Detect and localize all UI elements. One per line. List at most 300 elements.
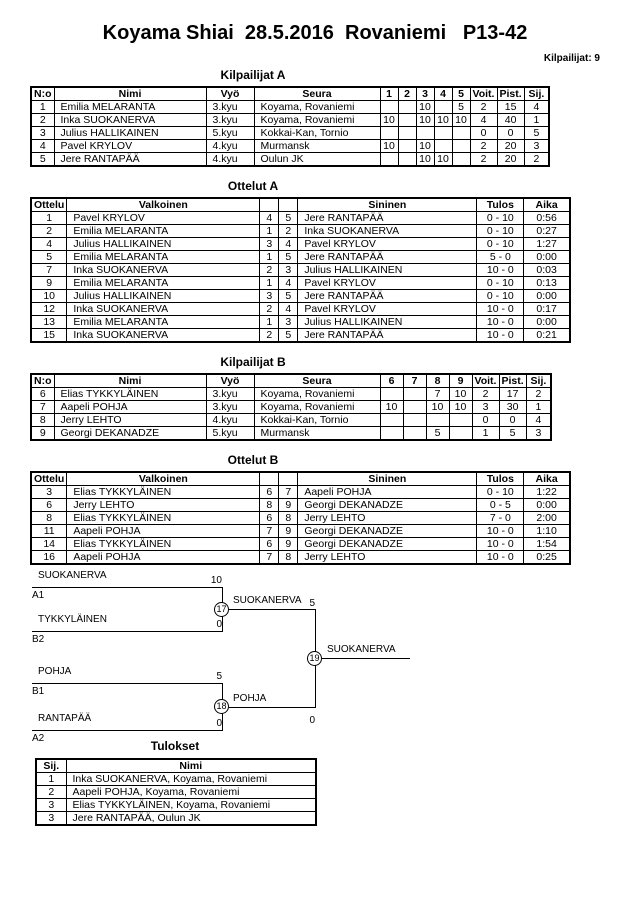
column-header: 1 (380, 87, 398, 101)
table-cell: 5 (31, 251, 67, 264)
table-cell: 10 - 0 (477, 303, 524, 316)
table-cell: Kokkai-Kan, Tornio (254, 127, 380, 140)
table-cell (398, 114, 416, 127)
table-row (31, 277, 570, 290)
column-header (279, 198, 298, 212)
table-cell: 1 (524, 114, 549, 127)
medal-bracket (0, 567, 630, 744)
table-cell: 13 (31, 316, 67, 329)
bracket-seed-label: A1 (32, 590, 45, 601)
table-row (31, 538, 570, 551)
table-cell: Pavel KRYLOV (67, 212, 260, 225)
table-cell: Inka SUOKANERVA (67, 329, 260, 343)
section-heading-ottelut-b: Ottelut B (227, 453, 279, 467)
match-number-circle: 19 (307, 651, 322, 666)
table-row (31, 388, 551, 401)
column-header: Pist. (499, 374, 526, 388)
table-cell: 5 (452, 101, 470, 114)
table-cell (398, 101, 416, 114)
table-cell: 7 (260, 551, 279, 565)
table-cell: 14 (31, 538, 67, 551)
table-cell: Emilia MELARANTA (54, 101, 206, 114)
column-header: 2 (398, 87, 416, 101)
table-cell: 20 (497, 153, 524, 167)
table-cell: 5 (279, 329, 298, 343)
table-cell: 1 (260, 251, 279, 264)
table-cell: 10 (380, 140, 398, 153)
table-cell: Jerry LEHTO (67, 499, 260, 512)
table-row (31, 401, 551, 414)
table-row (31, 427, 551, 441)
table-cell: 0 - 10 (477, 225, 524, 238)
page-title: Koyama Shiai 28.5.2016 Rovaniemi P13-42 (102, 22, 528, 44)
table-cell (380, 101, 398, 114)
table-row (31, 251, 570, 264)
table-cell (398, 153, 416, 167)
column-header: 8 (426, 374, 449, 388)
bracket-line (32, 631, 222, 632)
table-cell: 2 (472, 388, 499, 401)
table-cell: 0:56 (524, 212, 570, 225)
table-cell: 0:03 (524, 264, 570, 277)
table-row (31, 486, 570, 499)
table-cell: 17 (499, 388, 526, 401)
table-cell: Jere RANTAPÄÄ (298, 290, 477, 303)
column-header: N:o (31, 87, 54, 101)
table-row (31, 264, 570, 277)
table-cell: Elias TYKKYLÄINEN (67, 486, 260, 499)
table-cell: 2 (279, 225, 298, 238)
table-cell: 0:13 (524, 277, 570, 290)
table-cell: 4 (470, 114, 497, 127)
bracket-score: 5 (216, 671, 222, 682)
column-header: Sij. (526, 374, 551, 388)
table-row (31, 303, 570, 316)
table-cell: Jere RANTAPÄÄ (298, 329, 477, 343)
table-row (31, 499, 570, 512)
bracket-line (32, 730, 222, 731)
table-cell (380, 127, 398, 140)
column-header: 5 (452, 87, 470, 101)
table-cell: 3 (279, 316, 298, 329)
table-cell: 10 - 0 (477, 264, 524, 277)
table-cell (452, 140, 470, 153)
table-cell (403, 401, 426, 414)
section-ottelut-a (30, 179, 630, 343)
table-cell (452, 153, 470, 167)
table-cell: Murmansk (254, 427, 380, 441)
table-cell: Aapeli POHJA (67, 551, 260, 565)
table-cell: 7 (426, 388, 449, 401)
column-header: Tulos (477, 198, 524, 212)
table-cell: 4 (279, 277, 298, 290)
table-cell: 10 (426, 401, 449, 414)
table-cell: Julius HALLIKAINEN (67, 238, 260, 251)
table-cell: 6 (31, 499, 67, 512)
table-row (31, 225, 570, 238)
table-cell: Elias TYKKYLÄINEN (54, 388, 206, 401)
table-cell: Aapeli POHJA (54, 401, 206, 414)
table-cell: Julius HALLIKAINEN (298, 264, 477, 277)
table-cell: 1:27 (524, 238, 570, 251)
column-header: Nimi (66, 759, 316, 773)
table-cell (416, 127, 434, 140)
table-cell: 7 (31, 264, 67, 277)
table-cell: 6 (31, 388, 54, 401)
section-heading-tulokset: Tulokset (150, 739, 200, 753)
table-cell: 1 (31, 212, 67, 225)
section-heading-ottelut-a: Ottelut A (227, 179, 279, 193)
table-cell: Julius HALLIKAINEN (67, 290, 260, 303)
tulokset-table (35, 758, 317, 826)
table-cell: 1 (260, 225, 279, 238)
table-cell: 4 (31, 238, 67, 251)
table-cell: 16 (31, 551, 67, 565)
table-cell (398, 127, 416, 140)
table-cell: Georgi DEKANADZE (298, 499, 477, 512)
table-cell: 6 (260, 512, 279, 525)
column-header: Sij. (36, 759, 66, 773)
table-cell (380, 153, 398, 167)
table-cell: 0 - 10 (477, 238, 524, 251)
table-cell: 1 (260, 277, 279, 290)
table-cell: 2 (470, 140, 497, 153)
bracket-score: 10 (210, 575, 222, 586)
table-cell: 0 - 10 (477, 486, 524, 499)
table-header-row (31, 87, 549, 101)
table-cell: 10 (31, 290, 67, 303)
section-tulokset (35, 739, 630, 826)
column-header: Nimi (54, 374, 206, 388)
table-cell: 2 (470, 101, 497, 114)
table-cell (449, 414, 472, 427)
table-cell: Jere RANTAPÄÄ (54, 153, 206, 167)
table-cell: 0:00 (524, 290, 570, 303)
table-cell: 10 - 0 (477, 316, 524, 329)
table-row (31, 414, 551, 427)
table-cell: 30 (499, 401, 526, 414)
table-cell: 2 (260, 264, 279, 277)
section-ottelut-b (30, 453, 630, 565)
table-cell: 7 (260, 525, 279, 538)
table-row (31, 114, 549, 127)
table-cell (403, 388, 426, 401)
table-cell: 3 (31, 127, 54, 140)
table-cell: 2 (31, 114, 54, 127)
table-row (31, 316, 570, 329)
table-cell: 10 (416, 114, 434, 127)
table-cell: Inka SUOKANERVA, Koyama, Rovaniemi (66, 773, 316, 786)
table-header-row (31, 374, 551, 388)
table-cell: 10 (452, 114, 470, 127)
table-cell: 5 (499, 427, 526, 441)
bracket-seed-label: B2 (32, 634, 45, 645)
section-kilpailijat-b (30, 355, 630, 441)
table-cell: 3.kyu (206, 114, 254, 127)
table-cell: 0:00 (524, 316, 570, 329)
column-header: 7 (403, 374, 426, 388)
table-header-row (31, 472, 570, 486)
table-cell: 9 (31, 427, 54, 441)
table-cell: Aapeli POHJA, Koyama, Rovaniemi (66, 786, 316, 799)
table-cell: Koyama, Rovaniemi (254, 114, 380, 127)
table-row (31, 101, 549, 114)
kilpailijat-b-table (30, 373, 552, 441)
bracket-competitor-name: POHJA (38, 666, 72, 677)
section-kilpailijat-a (30, 68, 630, 167)
table-cell: 10 - 0 (477, 525, 524, 538)
bracket-line (32, 683, 222, 684)
table-cell: 0:00 (524, 499, 570, 512)
table-cell: Emilia MELARANTA (67, 225, 260, 238)
table-cell: 9 (279, 538, 298, 551)
competitors-count: Kilpailijat: 9 (543, 53, 600, 64)
ottelut-b-table (30, 471, 571, 565)
table-cell: 8 (279, 551, 298, 565)
table-cell: 10 - 0 (477, 538, 524, 551)
table-cell: 1 (36, 773, 66, 786)
table-cell: Georgi DEKANADZE (298, 538, 477, 551)
table-header-row (36, 759, 316, 773)
kilpailijat-a-table (30, 86, 550, 167)
column-header: Vyö (206, 374, 254, 388)
table-cell: 2 (260, 329, 279, 343)
table-cell: 7 (31, 401, 54, 414)
bracket-winner-name: POHJA (233, 693, 267, 704)
table-cell: 4 (526, 414, 551, 427)
table-cell: 3 (260, 238, 279, 251)
table-cell (452, 127, 470, 140)
table-cell: 5 (426, 427, 449, 441)
table-cell: 0 (499, 414, 526, 427)
table-cell: Elias TYKKYLÄINEN, Koyama, Rovaniemi (66, 799, 316, 812)
match-number-circle: 18 (214, 699, 229, 714)
column-header: Sij. (524, 87, 549, 101)
table-cell: 3 (31, 486, 67, 499)
table-cell: Pavel KRYLOV (298, 277, 477, 290)
column-header: Pist. (497, 87, 524, 101)
table-cell: 4 (31, 140, 54, 153)
table-cell: Jere RANTAPÄÄ (298, 251, 477, 264)
table-cell (380, 427, 403, 441)
table-row (31, 153, 549, 167)
column-header: 4 (434, 87, 452, 101)
table-cell: 8 (31, 414, 54, 427)
bracket-line (229, 707, 315, 708)
table-cell: 4.kyu (206, 140, 254, 153)
bracket-seed-label: A2 (32, 733, 45, 744)
table-cell: 20 (497, 140, 524, 153)
table-cell: Elias TYKKYLÄINEN (67, 512, 260, 525)
table-cell: 5 (524, 127, 549, 140)
table-cell: Jere RANTAPÄÄ (298, 212, 477, 225)
section-heading-kilpailijat-a: Kilpailijat A (220, 68, 286, 82)
table-cell: 15 (497, 101, 524, 114)
bracket-competitor-name: TYKKYLÄINEN (38, 614, 107, 625)
table-cell: Jerry LEHTO (298, 512, 477, 525)
column-header: Valkoinen (67, 198, 260, 212)
table-cell: 9 (279, 499, 298, 512)
table-cell: Pavel KRYLOV (298, 238, 477, 251)
table-cell: Georgi DEKANADZE (298, 525, 477, 538)
table-cell: 1 (31, 101, 54, 114)
table-cell: 1:22 (524, 486, 570, 499)
table-cell: Georgi DEKANADZE (54, 427, 206, 441)
bracket-winner-name: SUOKANERVA (233, 595, 302, 606)
column-header (260, 472, 279, 486)
column-header: Nimi (54, 87, 206, 101)
column-header: Voit. (472, 374, 499, 388)
table-row (31, 551, 570, 565)
table-row (36, 773, 316, 786)
bracket-winner-name: SUOKANERVA (327, 644, 396, 655)
results-document (0, 22, 630, 826)
column-header: Vyö (206, 87, 254, 101)
match-number-circle: 17 (214, 602, 229, 617)
table-cell: 0:27 (524, 225, 570, 238)
table-cell: 9 (279, 525, 298, 538)
table-cell (434, 127, 452, 140)
table-cell: 3 (36, 812, 66, 826)
column-header: N:o (31, 374, 54, 388)
table-cell: 3 (526, 427, 551, 441)
table-cell: 3.kyu (206, 101, 254, 114)
table-cell: 0:25 (524, 551, 570, 565)
column-header: Tulos (477, 472, 524, 486)
table-cell: 2:00 (524, 512, 570, 525)
table-cell: Oulun JK (254, 153, 380, 167)
table-cell: 1 (260, 316, 279, 329)
table-cell: 10 (434, 114, 452, 127)
column-header: Aika (524, 198, 570, 212)
table-cell (380, 388, 403, 401)
table-cell: 10 (449, 401, 472, 414)
table-cell: 10 (449, 388, 472, 401)
bracket-score: 5 (309, 598, 315, 609)
table-cell: 10 (380, 114, 398, 127)
bracket-line (229, 609, 315, 610)
column-header: Seura (254, 374, 380, 388)
table-cell: Pavel KRYLOV (298, 303, 477, 316)
table-cell: 3 (472, 401, 499, 414)
table-cell: Jere RANTAPÄÄ, Oulun JK (66, 812, 316, 826)
table-row (31, 140, 549, 153)
table-cell: 0 - 10 (477, 212, 524, 225)
table-cell: 3 (524, 140, 549, 153)
table-cell: Emilia MELARANTA (67, 251, 260, 264)
table-cell (426, 414, 449, 427)
table-cell: Aapeli POHJA (298, 486, 477, 499)
table-cell: Emilia MELARANTA (67, 277, 260, 290)
table-cell: Murmansk (254, 140, 380, 153)
table-cell: 10 (416, 140, 434, 153)
table-row (31, 525, 570, 538)
table-cell: 5 (279, 251, 298, 264)
table-cell: 7 (279, 486, 298, 499)
table-cell: Jerry LEHTO (298, 551, 477, 565)
table-row (36, 812, 316, 826)
table-cell: Julius HALLIKAINEN (54, 127, 206, 140)
table-cell: 10 - 0 (477, 329, 524, 343)
table-cell: 3 (36, 799, 66, 812)
table-cell: 5 (31, 153, 54, 167)
table-cell: 2 (31, 225, 67, 238)
column-header: Ottelu (31, 198, 67, 212)
table-cell: 2 (470, 153, 497, 167)
table-cell: 4 (260, 212, 279, 225)
table-cell: 10 (416, 101, 434, 114)
table-cell: 1:54 (524, 538, 570, 551)
table-cell: 0:21 (524, 329, 570, 343)
bracket-competitor-name: RANTAPÄÄ (38, 713, 92, 724)
table-cell: 2 (526, 388, 551, 401)
table-cell: 0 (472, 414, 499, 427)
table-cell: 1 (472, 427, 499, 441)
column-header (279, 472, 298, 486)
table-cell: 5.kyu (206, 427, 254, 441)
bracket-score: 0 (216, 619, 222, 630)
table-cell: Inka SUOKANERVA (298, 225, 477, 238)
table-cell: Koyama, Rovaniemi (254, 401, 380, 414)
table-cell: 4 (524, 101, 549, 114)
table-cell: 11 (31, 525, 67, 538)
table-cell: 2 (524, 153, 549, 167)
table-cell: Pavel KRYLOV (54, 140, 206, 153)
table-cell: 4 (279, 238, 298, 251)
table-cell: Aapeli POHJA (67, 525, 260, 538)
table-cell: 5.kyu (206, 127, 254, 140)
table-cell: Kokkai-Kan, Tornio (254, 414, 380, 427)
table-cell: 3 (279, 264, 298, 277)
table-cell: 0 - 10 (477, 277, 524, 290)
table-row (31, 329, 570, 343)
table-cell: 5 (279, 212, 298, 225)
column-header (260, 198, 279, 212)
column-header: 6 (380, 374, 403, 388)
column-header: Voit. (470, 87, 497, 101)
table-row (31, 212, 570, 225)
column-header: Aika (524, 472, 570, 486)
table-cell: 0:17 (524, 303, 570, 316)
table-row (31, 290, 570, 303)
table-cell: 4 (279, 303, 298, 316)
table-cell: Elias TYKKYLÄINEN (67, 538, 260, 551)
column-header: Ottelu (31, 472, 67, 486)
table-cell: 4.kyu (206, 414, 254, 427)
table-cell: 6 (260, 538, 279, 551)
table-cell: 3 (260, 290, 279, 303)
table-cell: 0 (470, 127, 497, 140)
table-cell: 8 (279, 512, 298, 525)
table-cell: Julius HALLIKAINEN (298, 316, 477, 329)
table-cell: 10 - 0 (477, 551, 524, 565)
table-cell: 2 (36, 786, 66, 799)
table-header-row (31, 198, 570, 212)
table-cell: 8 (31, 512, 67, 525)
column-header: Sininen (298, 472, 477, 486)
table-cell: Jerry LEHTO (54, 414, 206, 427)
table-cell (403, 427, 426, 441)
table-cell: Inka SUOKANERVA (67, 264, 260, 277)
table-cell (380, 414, 403, 427)
table-cell: 9 (31, 277, 67, 290)
section-heading-kilpailijat-b: Kilpailijat B (220, 355, 286, 369)
table-row (36, 786, 316, 799)
table-cell: 5 (279, 290, 298, 303)
table-cell (434, 140, 452, 153)
table-cell: Koyama, Rovaniemi (254, 388, 380, 401)
table-cell (449, 427, 472, 441)
